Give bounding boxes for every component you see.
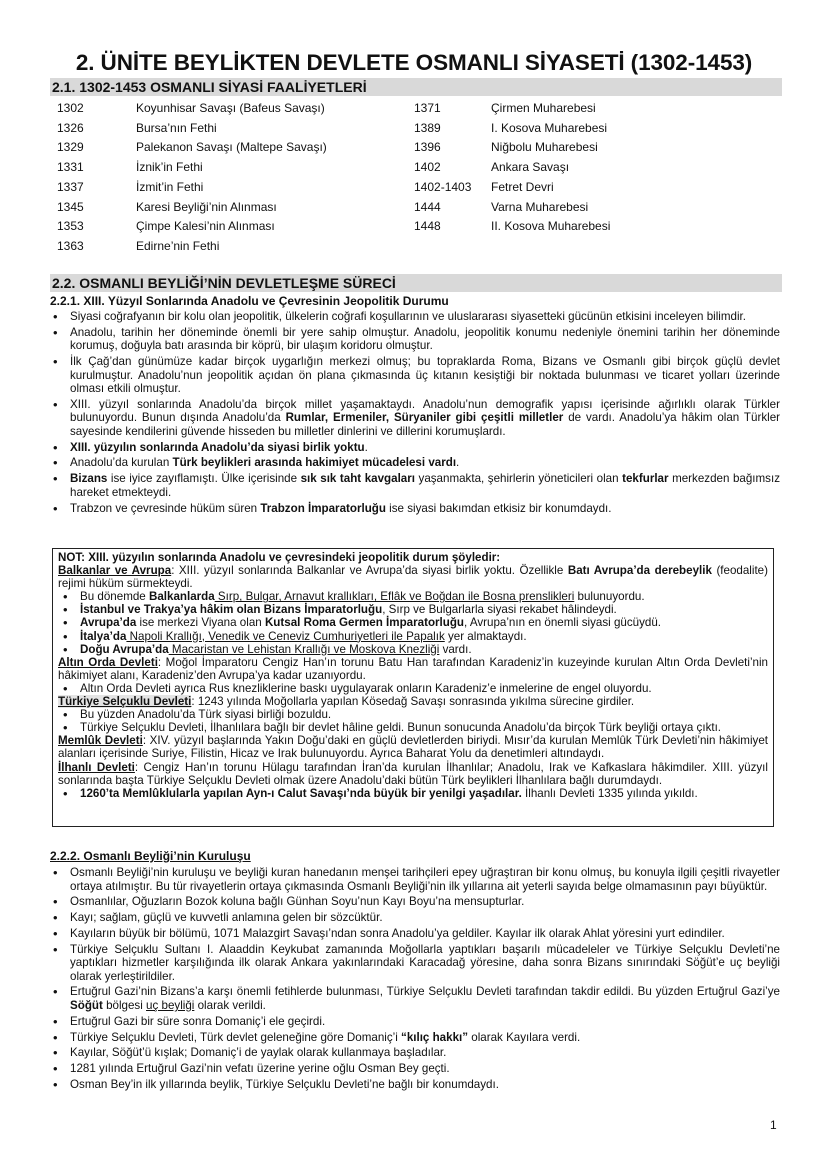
list-item: • 1260’ta Memlûklularla yapılan Ayn-ı Calut Savaşı’nda büyük bir yenilgi yaşadılar. İlhanlı Devleti 1335 yılında yıkıldı. (58, 787, 768, 800)
timeline-year: 1337 (57, 180, 84, 194)
timeline-event: II. Kosova Muharebesi (491, 219, 611, 233)
timeline-event: Koyunhisar Savaşı (Bafeus Savaşı) (136, 101, 325, 115)
list-item: • Kayılar, Söğüt’ü kışlak; Domaniç’i de yaylak olarak kullanmaya başladılar. (50, 1046, 780, 1060)
list-item: • Bu yüzden Anadolu’da Türk siyasi birliği bozuldu. (58, 708, 768, 721)
section-heading-2-1: 2.1. 1302-1453 OSMANLI SİYASİ FAALİYETLERİ (50, 78, 782, 96)
note-box: NOT: XIII. yüzyılın sonlarında Anadolu ve çevresindeki jeopolitik durum şöyledir: Balkanlar ve Avrupa: XIII. yüzyıl sonlarında Balkanlar ve Avrupa’da siyasi birlik yoktu. Özellikle Batı Avrupa’da derebeylik (feodalite) rejimi hüküm sürmekteydi. • Bu dönemde Balkanlarda Sırp, Bulgar, Arnavut krallıkları, Eflâk ve Boğdan ile Bosna prenslikleri bulunuyordu. • İstanbul ve Trakya’ya hâkim olan Bizans İmparatorluğu, Sırp ve Bulgarlarla siyasi rekabet hâlindeydi. • Avrupa’da ise merkezi Viyana olan Kutsal Roma Germen İmparatorluğu, Avrupa’nın en önemli siyasi gücüydü. • İtalya’da Napoli Krallığı, Venedik ve Ceneviz Cumhuriyetleri ile Papalık yer almaktaydı. • Doğu Avrupa’da Macaristan ve Lehistan Krallığı ve Moskova Knezliği vardı. Altın Orda Devleti: Moğol İmparatoru Cengiz Han’ın torunu Batu Han tarafından Karadeniz’in kuzeyinde kurulan Altın Orda Devleti’nin hâkimiyet alanı, Karadeniz’den Avrupa’ya kadar uzanıyordu. • Altın Orda Devleti ayrıca Rus knezliklerine baskı uygulayarak onların Karadeniz’e inmelerine de engel oluyordu. Türkiye Selçuklu Devleti: 1243 yılında Moğollarla yapılan Kösedağ Savaşı sonrasında yıkılma sürecine girdiler. • Bu yüzden Anadolu’da Türk siyasi birliği bozuldu. • Türkiye Selçuklu Devleti, İlhanlılara bağlı bir devlet hâline geldi. Bunun sonucunda Anadolu’da birçok Türk beyliği ortaya çıktı. Memlûk Devleti: XIV. yüzyıl başlarında Yakın Doğu’daki en güçlü devletlerden biriydi. Mısır’da kurulan Memlûk Türk Devleti’nin hâkimiyet alanları içerisinde Suriye, Filistin, Hicaz ve Irak bulunuyordu. Ayrıca Baharat Yolu da denetimleri altındaydı. İlhanlı Devleti: Cengiz Han’ın torunu Hülagu tarafından İran’da kurulan İlhanlılar; Anadolu, Irak ve Kafkaslara hâkimdiler. XIII. yüzyıl sonlarında başta Türkiye Selçuklu Devleti olmak üzere Anadolu’daki bütün Türk beylikleri İlhanlılara bağlı durumdaydı. • 1260’ta Memlûklularla yapılan Ayn-ı Calut Savaşı’nda büyük bir yenilgi yaşadılar. İlhanlı Devleti 1335 yılında yıkıldı. (52, 548, 774, 827)
unit-title: 2. ÜNİTE BEYLİKTEN DEVLETE OSMANLI SİYASETİ (1302-1453) (75, 50, 753, 75)
section-heading-2-2: 2.2. OSMANLI BEYLİĞİ’NİN DEVLETLEŞME SÜRECİ (50, 274, 782, 292)
note-label: Balkanlar ve Avrupa (58, 564, 172, 578)
list-item: • Türkiye Selçuklu Devleti, Türk devlet geleneğine göre Domaniç’i “kılıç hakkı” olarak Kayılara verdi. (50, 1031, 780, 1045)
timeline-year: 1302 (57, 101, 84, 115)
list-item: • Osmanlılar, Oğuzların Bozok koluna bağlı Günhan Soyu’nun Kayı Boyu’na mensupturlar. (50, 895, 780, 909)
list-item: • Osmanlı Beyliği’nin kuruluşu ve beyliği kuran hanedanın menşei tarihçileri epey uğraştıran bir konu olmuş, bu konuyla ilgili çeşitli rivayetler ortaya atılmıştır. Bu tür rivayetlerin ortaya çıkmasında Osmanlı Beyliği’nin ilk yıllarına ait yeterli sayıda belge olmamasının payı büyüktür. (50, 866, 780, 893)
list-item: • Osman Bey’in ilk yıllarında beylik, Türkiye Selçuklu Devleti’ne bağlı bir konumdaydı. (50, 1078, 780, 1092)
page-number: 1 (770, 1118, 777, 1132)
list-item: • 1281 yılında Ertuğrul Gazi’nin vefatı üzerine yerine oğlu Osman Bey geçti. (50, 1062, 780, 1076)
subheading-2-2-2: 2.2.2. Osmanlı Beyliği’nin Kuruluşu (50, 849, 251, 863)
timeline-event: İznik’in Fethi (136, 160, 203, 174)
timeline-year: 1345 (57, 200, 84, 214)
note-heading: NOT: XIII. yüzyılın sonlarında Anadolu ve çevresindeki jeopolitik durum şöyledir: (58, 551, 501, 564)
timeline-event: İzmit’in Fethi (136, 180, 204, 194)
list-item: • Kayı; sağlam, güçlü ve kuvvetli anlamına gelen bir sözcüktür. (50, 911, 780, 925)
list-item: • Bu dönemde Balkanlarda Sırp, Bulgar, Arnavut krallıkları, Eflâk ve Boğdan ile Bosna prenslikleri bulunuyordu. (58, 590, 768, 603)
bullet-list-geopolitics (50, 310, 780, 517)
timeline-event: Palekanon Savaşı (Maltepe Savaşı) (136, 140, 327, 154)
timeline-year: 1396 (414, 140, 441, 154)
timeline-year: 1326 (57, 121, 84, 135)
timeline-event: Niğbolu Muharebesi (491, 140, 598, 154)
list-item: • Bizans ise iyice zayıflamıştı. Ülke içerisinde sık sık taht kavgaları yaşanmakta, şehirlerin yöneticileri olan tekfurlar merkezden bağımsız hareket etmekteydi. (50, 472, 780, 499)
timeline-event: Ankara Savaşı (491, 160, 570, 174)
list-item: • Avrupa’da ise merkezi Viyana olan Kutsal Roma Germen İmparatorluğu, Avrupa’nın en önemli siyasi gücüydü. (58, 616, 768, 629)
list-item: • Altın Orda Devleti ayrıca Rus knezliklerine baskı uygulayarak onların Karadeniz’e inmelerine de engel oluyordu. (58, 682, 768, 695)
bullet-list-founding (50, 866, 780, 1094)
list-item: • Siyasi coğrafyanın bir kolu olan jeopolitik, ülkelerin coğrafi koşullarının ve uluslararası siyasetteki gücünün etkisini inceleyen bilimdir. (50, 310, 780, 324)
timeline-event: Karesi Beyliği’nin Alınması (136, 200, 277, 214)
list-item: • İstanbul ve Trakya’ya hâkim olan Bizans İmparatorluğu, Sırp ve Bulgarlarla siyasi rekabet hâlindeydi. (58, 603, 768, 616)
list-item: • Ertuğrul Gazi bir süre sonra Domaniç’i ele geçirdi. (50, 1015, 780, 1029)
timeline-year: 1402 (414, 160, 441, 174)
list-item: • Ertuğrul Gazi’nin Bizans’a karşı önemli fetihlerde bulunması, Türkiye Selçuklu Devleti tarafından takdir edildi. Bu yüzden Ertuğrul Gazi’ye Söğüt bölgesi uç beyliği olarak verildi. (50, 985, 780, 1012)
list-item: • İlk Çağ’dan günümüze kadar birçok uygarlığın merkezi olmuş; bu topraklarda Roma, Bizans ve Osmanlı gibi birçok güçlü devlet kurulmuştur. Anadolu’nun jeopolitik açıdan ön plana çıkmasında üç kıtanın kesiştiği bir noktada bulunması ve ticaret yolları üzerinde olması etkili olmuştur. (50, 355, 780, 396)
list-item: • Anadolu, tarihin her döneminde önemli bir yere sahip olmuştur. Anadolu, jeopolitik konumu nedeniyle önemini tarihin her döneminde korumuş, doğuyla batı arasında bir köprü, bir ulaşım koridoru olmuştur. (50, 326, 780, 353)
list-item: • İtalya’da Napoli Krallığı, Venedik ve Ceneviz Cumhuriyetleri ile Papalık yer almaktaydı. (58, 630, 768, 643)
note-label: Memlûk Devleti (58, 734, 143, 748)
timeline-year: 1329 (57, 140, 84, 154)
list-item: • Trabzon ve çevresinde hüküm süren Trabzon İmparatorluğu ise siyasi bakımdan etkisiz bir konumdaydı. (50, 502, 780, 516)
timeline-event: Çimpe Kalesi’nin Alınması (136, 219, 275, 233)
list-item: • Türkiye Selçuklu Sultanı I. Alaaddin Keykubat zamanında Moğollarla yaptıkları başarılı mücadeleler ve Türkiye Selçuklu Devleti’ne yaptıkları hizmetler karşılığında ilk olarak Ankara yakınlarındaki Karacadağ yöresine, daha sonra Bizans sınırındaki Söğüt’e uç beyliği olarak yerleştirildiler. (50, 943, 780, 984)
timeline-year: 1363 (57, 239, 84, 253)
timeline-year: 1371 (414, 101, 441, 115)
timeline-event: Varna Muharebesi (491, 200, 589, 214)
timeline-year: 1444 (414, 200, 441, 214)
note-label: Türkiye Selçuklu Devleti (58, 695, 192, 709)
timeline-event: I. Kosova Muharebesi (491, 121, 608, 135)
note-label: Altın Orda Devleti (58, 655, 158, 669)
list-item: • Türkiye Selçuklu Devleti, İlhanlılara bağlı bir devlet hâline geldi. Bunun sonucunda Anadolu’da birçok Türk beyliği ortaya çıktı. (58, 721, 768, 734)
timeline-event: Bursa’nın Fethi (136, 121, 217, 135)
timeline-event: Fetret Devri (491, 180, 554, 194)
timeline-year: 1331 (57, 160, 84, 174)
list-item: • Kayıların büyük bir bölümü, 1071 Malazgirt Savaşı’ndan sonra Anadolu’ya geldiler. Kayılar ilk olarak Ahlat yöresini yurt edindiler. (50, 927, 780, 941)
timeline-year: 1353 (57, 219, 84, 233)
list-item: • Doğu Avrupa’da Macaristan ve Lehistan Krallığı ve Moskova Knezliği vardı. (58, 643, 768, 656)
list-item: • XIII. yüzyılın sonlarında Anadolu’da siyasi birlik yoktu. (50, 441, 780, 455)
list-item: • XIII. yüzyıl sonlarında Anadolu’da birçok millet yaşamaktaydı. Anadolu’nun demografik yapısı içerisinde ağırlıklı olarak Türkler bulunuyordu. Bunun dışında Anadolu’da Rumlar, Ermeniler, Süryaniler gibi çeşitli milletler de vardı. Anadolu’ya hâkim olan Türkler sayesinde kendilerini güvende hisseden bu milletler dinlerini ve dillerini korumuşlardı. (50, 398, 780, 439)
subheading-2-2-1: 2.2.1. XIII. Yüzyıl Sonlarında Anadolu ve Çevresinin Jeopolitik Durumu (50, 294, 449, 308)
list-item: • Anadolu’da kurulan Türk beylikleri arasında hakimiyet mücadelesi vardı. (50, 456, 780, 470)
timeline-year: 1402-1403 (414, 180, 472, 194)
timeline-event: Çirmen Muharebesi (491, 101, 596, 115)
timeline-year: 1389 (414, 121, 441, 135)
timeline-year: 1448 (414, 219, 441, 233)
timeline-event: Edirne’nin Fethi (136, 239, 220, 253)
note-label: İlhanlı Devleti (58, 760, 135, 774)
